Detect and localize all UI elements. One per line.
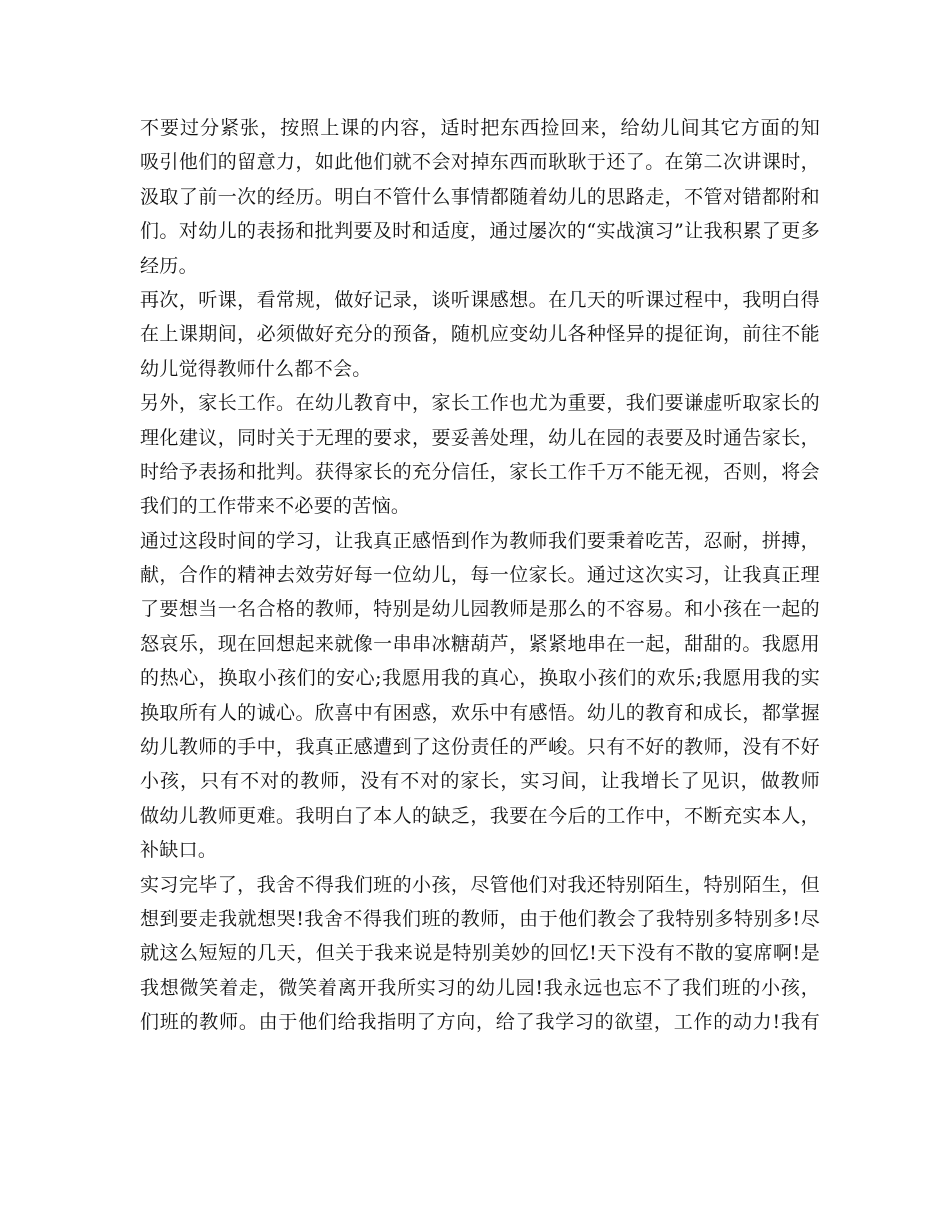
text-line: 补缺口。: [140, 839, 218, 862]
text-line: 们。对幼儿的表扬和批判要及时和适度，通过屡次的“实战演习”让我积累了更多: [140, 220, 820, 243]
text-line: 小孩，只有不对的教师，没有不对的家长，实习间，让我增长了见识，做教师: [140, 770, 820, 793]
text-line: 实习完毕了，我舍不得我们班的小孩，尽管他们对我还特别陌生，特别陌生，但: [140, 873, 820, 896]
text-line: 们班的教师。由于他们给我指明了方向，给了我学习的欲望，工作的动力!我有: [140, 1011, 820, 1034]
text-line: 汲取了前一次的经历。明白不管什么事情都随着幼儿的思路走，不管对错都附和: [140, 185, 820, 208]
text-line: 想到要走我就想哭!我舍不得我们班的教师，由于他们教会了我特别多特别多!尽: [140, 907, 820, 930]
text-line: 另外，家长工作。在幼儿教育中，家长工作也尤为重要，我们要谦虚听取家长的: [140, 392, 820, 415]
document-body: [140, 111, 820, 1040]
text-line: 经历。: [140, 254, 198, 277]
text-line: 理化建议，同时关于无理的要求，要妥善处理，幼儿在园的表要及时通告家长，: [140, 426, 820, 449]
text-line: 时给予表扬和批判。获得家长的充分信任，家长工作千万不能无视，否则，将会: [140, 460, 820, 483]
text-line: 通过这段时间的学习，让我真正感悟到作为教师我们要秉着吃苦，忍耐，拼搏，: [140, 529, 820, 552]
text-line: 在上课期间，必须做好充分的预备，随机应变幼儿各种怪异的提征询，前往不能: [140, 323, 820, 346]
text-line: 我们的工作带来不必要的苦恼。: [140, 495, 411, 518]
text-line: 做幼儿教师更难。我明白了本人的缺乏，我要在今后的工作中，不断充实本人，: [140, 804, 820, 827]
text-line: 就这么短短的几天，但关于我来说是特别美妙的回忆!天下没有不散的宴席啊!是: [140, 942, 820, 965]
text-line: 怒哀乐，现在回想起来就像一串串冰糖葫芦，紧紧地串在一起，甜甜的。我愿用: [140, 632, 820, 655]
text-line: 换取所有人的诚心。欣喜中有困惑，欢乐中有感悟。幼儿的教育和成长，都掌握: [140, 701, 820, 724]
text-line: 献，合作的精神去效劳好每一位幼儿，每一位家长。通过这次实习，让我真正理: [140, 564, 820, 587]
text-line: 不要过分紧张，按照上课的内容，适时把东西捡回来，给幼儿间其它方面的知: [140, 117, 820, 139]
text-line: 了要想当一名合格的教师，特别是幼儿园教师是那么的不容易。和小孩在一起的: [140, 598, 820, 621]
text-line: 的热心，换取小孩们的安心;我愿用我的真心，换取小孩们的欢乐;我愿用我的实: [140, 667, 820, 690]
text-line: 幼儿觉得教师什么都不会。: [140, 357, 372, 380]
text-line: 我想微笑着走，微笑着离开我所实习的幼儿园!我永远也忘不了我们班的小孩，: [140, 976, 820, 999]
text-line: 吸引他们的留意力，如此他们就不会对掉东西而耿耿于还了。在第二次讲课时，: [140, 151, 820, 174]
text-line: 再次，听课，看常规，做好记录，谈听课感想。在几天的听课过程中，我明白得: [140, 288, 820, 311]
text-line: 幼儿教师的手中，我真正感遭到了这份责任的严峻。只有不好的教师，没有不好: [140, 736, 820, 759]
